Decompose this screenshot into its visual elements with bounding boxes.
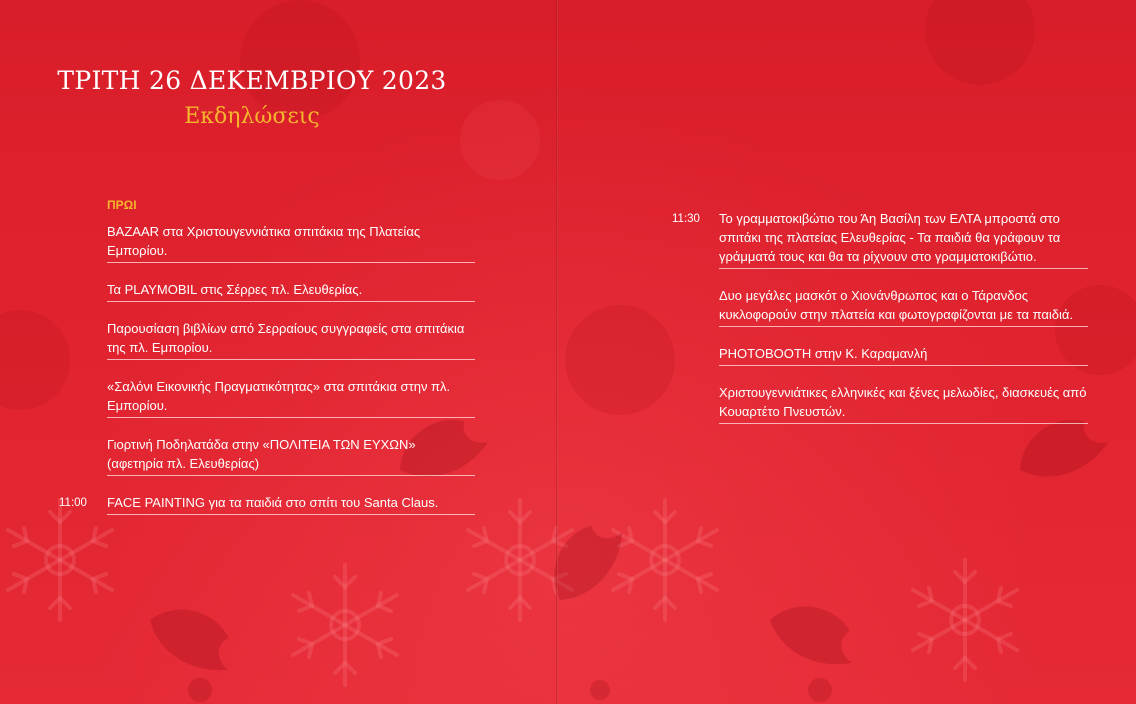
event-item [719, 344, 1088, 366]
event-item [107, 435, 475, 476]
event-text: BAZAAR στα Χριστουγεννιάτικα σπιτάκια της Πλατείας Εμπορίου. [107, 224, 421, 258]
event-text: Δυο μεγάλες μασκότ ο Χιονάνθρωπος και ο Τάρανδος κυκλοφορούν στην πλατεία και φωτογραφίζονται με τα παιδιά. [719, 288, 1074, 322]
event-item [719, 286, 1088, 327]
event-item [107, 377, 475, 418]
event-item [672, 209, 1088, 269]
event-text: Χριστουγεννιάτικες ελληνικές και ξένες μελωδίες, διασκευές από Κουαρτέτο Πνευστών. [719, 385, 1087, 419]
event-text: Το γραμματοκιβώτιο του Άη Βασίλη των ΕΛΤΑ μπροστά στο σπιτάκι της πλατείας Ελευθερίας - Τα παιδιά θα γράφουν τα γράμματά τους και θα τα ρίχνουν στο γραμματοκιβώτιο. [719, 211, 1061, 264]
event-text: PHOTOBOOTH στην Κ. Καραμανλή [719, 346, 928, 361]
event-item [719, 383, 1088, 424]
page-subtitle: Εκδηλώσεις [184, 104, 320, 129]
event-text: Τα PLAYMOBIL στις Σέρρες πλ. Ελευθερίας. [107, 282, 363, 297]
event-text: Γιορτινή Ποδηλατάδα στην «ΠΟΛΙΤΕΙΑ ΤΩΝ ΕΥΧΩΝ» (αφετηρία πλ. Ελευθερίας) [107, 437, 416, 471]
event-text: «Σαλόνι Εικονικής Πραγματικότητας» στα σπιτάκια στην πλ. Εμπορίου. [107, 379, 451, 413]
event-item [107, 222, 475, 263]
event-time: 11:00 [59, 497, 87, 509]
event-item [107, 319, 475, 360]
event-item [107, 280, 475, 302]
event-text: FACE PAINTING για τα παιδιά στο σπίτι του Santa Claus. [107, 495, 439, 510]
event-item [59, 493, 475, 515]
event-text: Παρουσίαση βιβλίων από Σερραίους συγγραφείς στα σπιτάκια της πλ. Εμπορίου. [107, 321, 465, 355]
left-event-list [59, 222, 475, 532]
right-event-list [672, 209, 1088, 441]
page-title: ΤΡΙΤΗ 26 ΔΕΚΕΜΒΡΙΟΥ 2023 [57, 66, 447, 95]
event-time: 11:30 [672, 213, 700, 225]
section-label-morning: ΠΡΩΙ [107, 198, 137, 212]
page-fold [556, 0, 558, 704]
